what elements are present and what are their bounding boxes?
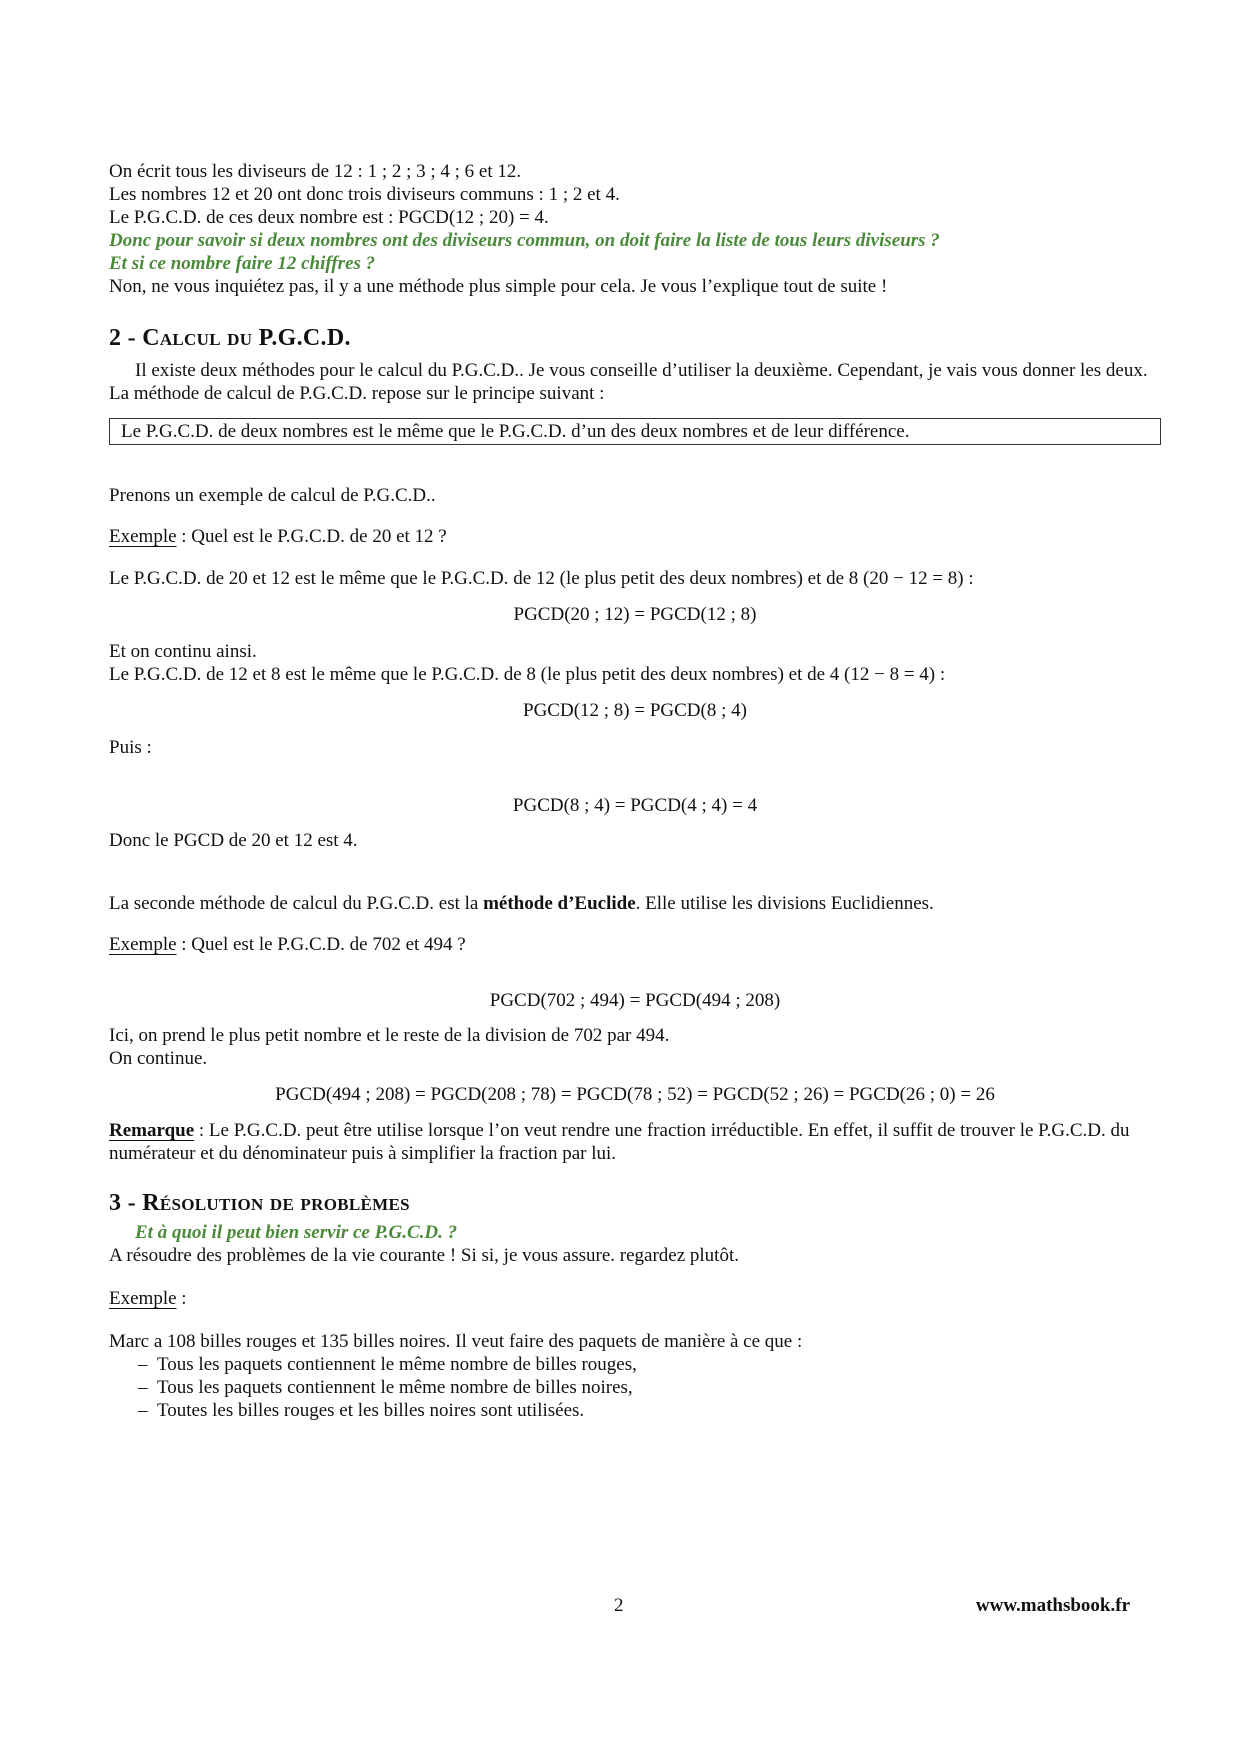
intro-line-1: On écrit tous les diviseurs de 12 : 1 ; 2 ; 3 ; 4 ; 6 et 12.: [109, 161, 522, 182]
intro-answer: Non, ne vous inquiétez pas, il y a une méthode plus simple pour cela. Je vous l’explique tout de suite !: [109, 276, 888, 297]
example-3-suffix: :: [176, 1288, 187, 1309]
intro-question-2: Et si ce nombre faire 12 chiffres ?: [109, 253, 376, 274]
section-3-title: 3 - Résolution de problèmes: [109, 1190, 410, 1216]
example-3: [109, 1287, 1161, 1310]
list-item: – Toutes les billes rouges et les billes noires sont utilisées.: [138, 1399, 1161, 1422]
list-item: – Tous les paquets contiennent le même nombre de billes noires,: [138, 1376, 1161, 1399]
intro-line-3: Le P.G.C.D. de ces deux nombre est : PGCD(12 ; 20) = 4.: [109, 207, 549, 228]
euclid-method: [109, 892, 1161, 915]
section-2-paragraph-2: La méthode de calcul de P.G.C.D. repose sur le principe suivant :: [109, 383, 605, 404]
principle-text: Le P.G.C.D. de deux nombres est le même que le P.G.C.D. d’un des deux nombres et de leur différence.: [121, 421, 910, 442]
example-intro: Prenons un exemple de calcul de P.G.C.D..: [109, 485, 436, 506]
example-2-question: : Quel est le P.G.C.D. de 702 et 494 ?: [176, 934, 466, 955]
example-1: [109, 525, 1161, 548]
example-2: [109, 933, 1161, 956]
equation-2: PGCD(12 ; 8) = PGCD(8 ; 4): [523, 700, 747, 721]
remark-label: Remarque: [109, 1120, 195, 1141]
continue-text: Et on continu ainsi.: [109, 641, 257, 662]
equation-5: PGCD(494 ; 208) = PGCD(208 ; 78) = PGCD(78 ; 52) = PGCD(52 ; 26) = PGCD(26 ; 0) = 26: [275, 1084, 995, 1105]
section-3-answer: A résoudre des problèmes de la vie courante ! Si si, je vous assure. regardez plutôt.: [109, 1245, 739, 1266]
problem-text: Marc a 108 billes rouges et 135 billes noires. Il veut faire des paquets de manière à ce que :: [109, 1331, 803, 1352]
principle-box: [109, 418, 1161, 445]
section-2-paragraph-1: Il existe deux méthodes pour le calcul du P.G.C.D.. Je vous conseille d’utiliser la deuxième. Cependant, je vais vous donner les deux.: [135, 360, 1148, 381]
equation-1: PGCD(20 ; 12) = PGCD(12 ; 8): [513, 604, 757, 625]
explain-1: Ici, on prend le plus petit nombre et le reste de la division de 702 par 494.: [109, 1025, 670, 1046]
intro-question-1: Donc pour savoir si deux nombres ont des diviseurs commun, on doit faire la liste de tous leurs diviseurs ?: [109, 230, 940, 251]
example-1-label: Exemple: [109, 526, 177, 547]
section-3-question: Et à quoi il peut bien servir ce P.G.C.D. ?: [135, 1222, 458, 1243]
section-2-title: 2 - Calcul du P.G.C.D.: [109, 325, 351, 351]
euclid-pre: La seconde méthode de calcul du P.G.C.D. est la: [109, 893, 484, 914]
euclid-post: . Elle utilise les divisions Euclidiennes.: [635, 893, 934, 914]
site-url: www.mathsbook.fr: [975, 1595, 1130, 1616]
intro-line-2: Les nombres 12 et 20 ont donc trois diviseurs communs : 1 ; 2 et 4.: [109, 184, 620, 205]
page-number: 2: [614, 1595, 624, 1616]
remark-text: : Le P.G.C.D. peut être utilise lorsque l’on veut rendre une fraction irréductible. En effet, il suffit de trouver le P.G.C.D. du numérateur et du dénominateur puis à simplifier la fraction par lui.: [109, 1120, 1130, 1164]
example-2-label: Exemple: [109, 934, 177, 955]
step-2: Le P.G.C.D. de 12 et 8 est le même que le P.G.C.D. de 8 (le plus petit des deux nombres) et de 4 (12 − 8 = 4) :: [109, 664, 946, 685]
remark: [109, 1119, 1161, 1165]
conclusion-1: Donc le PGCD de 20 et 12 est 4.: [109, 830, 358, 851]
example-1-question: : Quel est le P.G.C.D. de 20 et 12 ?: [176, 526, 447, 547]
puis-text: Puis :: [109, 737, 152, 758]
explain-2: On continue.: [109, 1048, 208, 1069]
equation-3: PGCD(8 ; 4) = PGCD(4 ; 4) = 4: [512, 795, 758, 816]
conditions-list: [109, 1353, 1161, 1422]
page-content: [109, 160, 1161, 1422]
example-3-label: Exemple: [109, 1288, 177, 1309]
list-item: – Tous les paquets contiennent le même nombre de billes rouges,: [138, 1353, 1161, 1376]
euclid-bold: méthode d’Euclide: [483, 893, 636, 914]
step-1: Le P.G.C.D. de 20 et 12 est le même que le P.G.C.D. de 12 (le plus petit des deux nombres) et de 8 (20 − 12 = 8) :: [109, 568, 974, 589]
equation-4: PGCD(702 ; 494) = PGCD(494 ; 208): [489, 990, 781, 1011]
